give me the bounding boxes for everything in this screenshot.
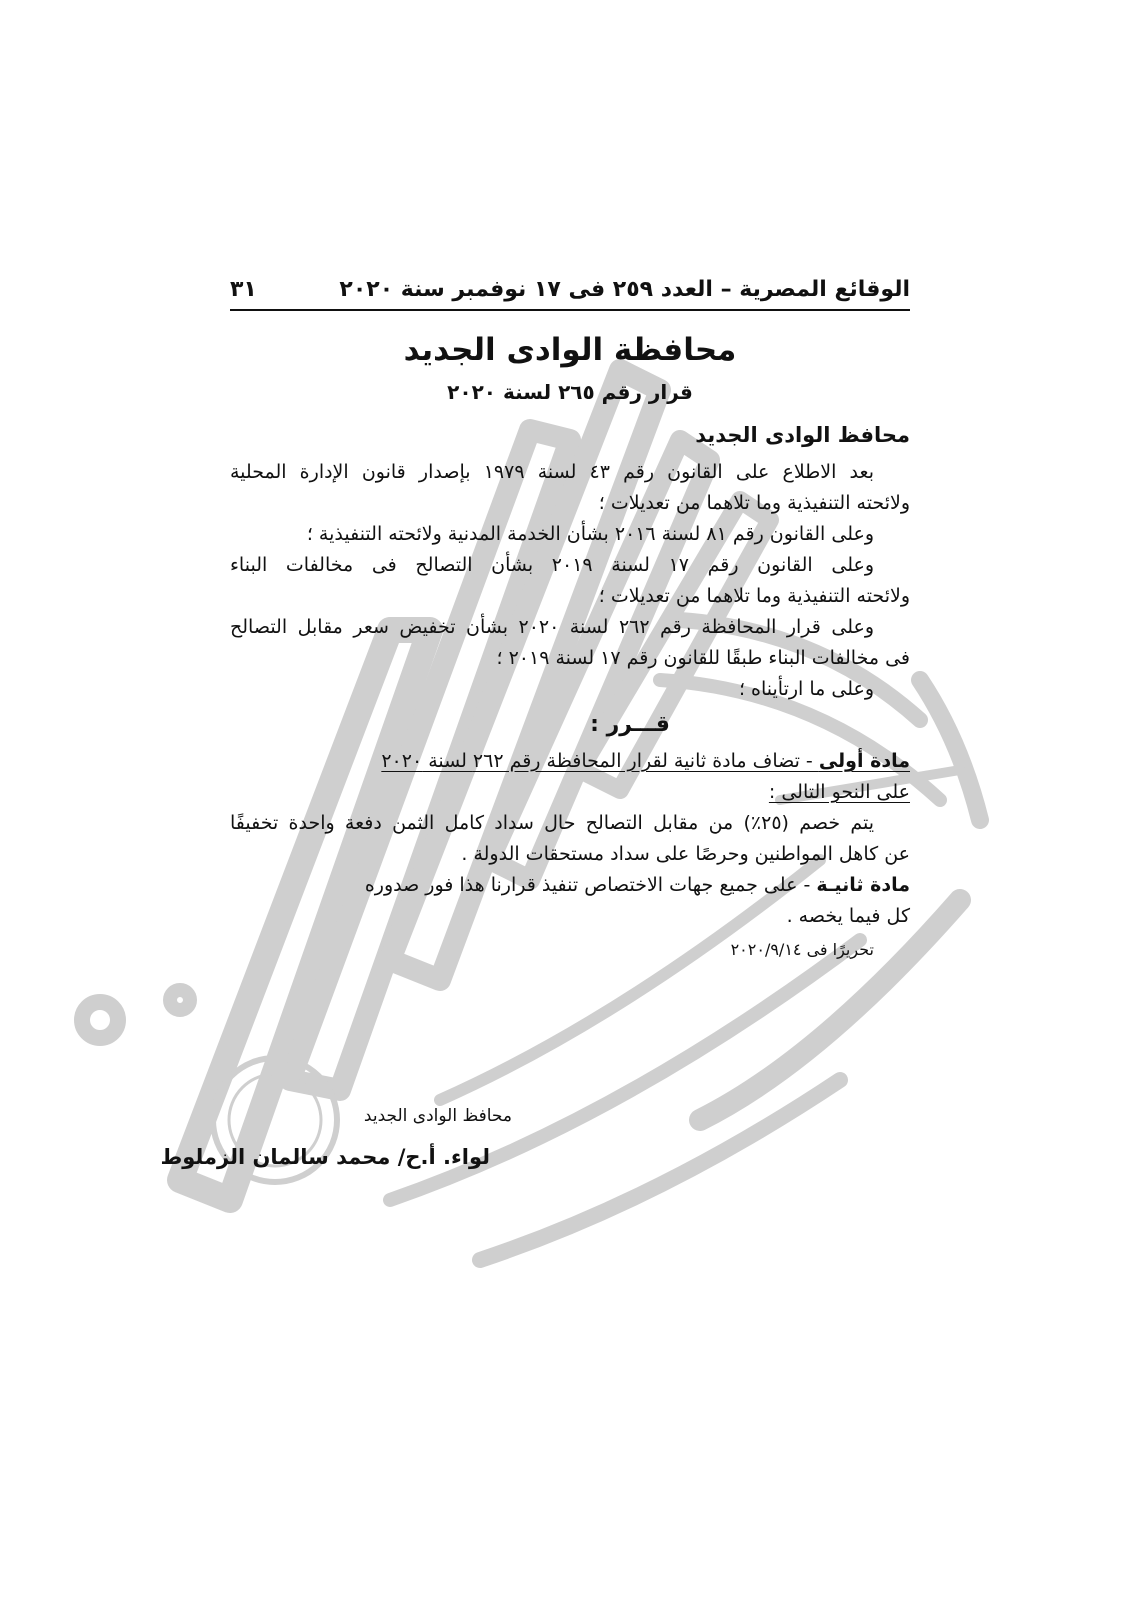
recital-3-line-2: ولائحته التنفيذية وما تلاهما من تعديلات ؛	[598, 585, 910, 607]
article-2-label: مادة ثانيـة	[816, 874, 910, 896]
document-title: محافظة الوادى الجديد	[403, 332, 737, 368]
decision-label: قـــرر :	[590, 712, 670, 737]
decree-number: قرار رقم ٢٦٥ لسنة ٢٠٢٠	[447, 380, 693, 404]
article-1-line-1-text: - تضاف مادة ثانية لقرار المحافظة رقم ٢٦٢ لسنة ٢٠٢٠	[381, 750, 819, 772]
article-1-text-line-1: يتم خصم (٢٥٪) من مقابل التصالح حال سداد كامل الثمن دفعة واحدة تخفيفًا	[230, 812, 874, 834]
date-line: تحريرًا فى ٢٠٢٠/٩/١٤	[730, 940, 874, 959]
article-2-line-1	[230, 870, 910, 901]
recital-5: وعلى ما ارتأيناه ؛	[738, 678, 874, 700]
article-1-label: مادة أولى	[818, 750, 910, 772]
signature-name: لواء. أ.ح/ محمد سالمان الزملوط	[160, 1145, 490, 1169]
signature-title: محافظ الوادى الجديد	[363, 1106, 512, 1126]
article-1-text-line-2: عن كاهل المواطنين وحرصًا على سداد مستحقات الدولة .	[461, 843, 910, 865]
recital-4-line-2: فى مخالفات البناء طبقًا للقانون رقم ١٧ لسنة ٢٠١٩ ؛	[496, 647, 910, 669]
article-2-line-2: كل فيما يخصه .	[786, 905, 910, 927]
recital-3-line-1: وعلى القانون رقم ١٧ لسنة ٢٠١٩ بشأن التصالح فى مخالفات البناء	[230, 554, 874, 576]
issuer-heading: محافظ الوادى الجديد	[695, 423, 910, 447]
recital-2: وعلى القانون رقم ٨١ لسنة ٢٠١٦ بشأن الخدمة المدنية ولائحته التنفيذية ؛	[306, 523, 874, 545]
page-header	[230, 262, 910, 302]
recital-1-line-2: ولائحته التنفيذية وما تلاهما من تعديلات ؛	[598, 492, 910, 514]
page-number: ٣١	[230, 277, 257, 302]
header-divider	[230, 309, 910, 311]
article-2-line-1-text: - على جميع جهات الاختصاص تنفيذ قرارنا هذا فور صدوره	[364, 874, 817, 896]
gazette-issue-line: الوقائع المصرية – العدد ٢٥٩ فى ١٧ نوفمبر سنة ٢٠٢٠	[339, 277, 910, 302]
decree-body	[230, 420, 910, 965]
recital-4-line-1: وعلى قرار المحافظة رقم ٢٦٢ لسنة ٢٠٢٠ بشأن تخفيض سعر مقابل التصالح	[230, 616, 874, 638]
article-1-line-2: على النحو التالى :	[768, 781, 910, 803]
article-1-line-1	[230, 746, 910, 777]
recital-1-line-1: بعد الاطلاع على القانون رقم ٤٣ لسنة ١٩٧٩ بإصدار قانون الإدارة المحلية	[230, 461, 874, 483]
